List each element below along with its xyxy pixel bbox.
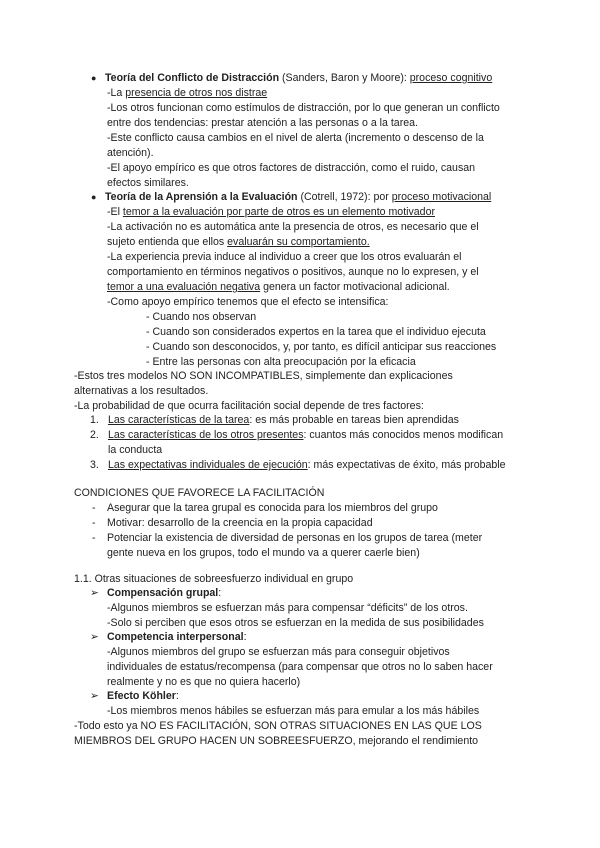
text-line: -Todo esto ya NO ES FACILITACIÓN, SON OTRAS SITUACIONES EN LAS QUE LOS bbox=[74, 720, 482, 732]
theory-title: Teoría de la Aprensión a la Evaluación bbox=[105, 191, 298, 203]
arrow-item: ➢ Competencia interpersonal: bbox=[90, 631, 247, 643]
sub-list-item: - Cuando nos observan bbox=[146, 311, 257, 323]
arrow-bullet-icon: ➢ bbox=[90, 587, 99, 599]
text-line: comportamiento en términos negativos o positivos, aunque no lo expresen, y el bbox=[107, 266, 479, 278]
arrow-item: ➢ Efecto Köhler: bbox=[90, 690, 179, 702]
arrow-bullet-icon: ➢ bbox=[90, 631, 99, 643]
text-line: temor a una evaluación negativa genera un factor motivacional adicional. bbox=[107, 281, 450, 293]
text-line: realmente y no es que no quiera hacerlo) bbox=[107, 676, 301, 688]
list-item-cont: gente nueva en los grupos, todo el mundo va a querer caerle bien) bbox=[107, 547, 420, 559]
sub-list-item: - Cuando son desconocidos, y, por tanto, es difícil anticipar sus reacciones bbox=[146, 341, 497, 353]
text-line: -La activación no es automática ante la presencia de otros, es necesario que el bbox=[107, 221, 479, 233]
section-heading: 1.1. Otras situaciones de sobreesfuerzo individual en grupo bbox=[74, 573, 354, 585]
text-line: -Solo si perciben que esos otros se esfuerzan en la medida de sus posibilidades bbox=[107, 617, 484, 629]
text-line: -Este conflicto causa cambios en el nivel de alerta (incremento o descenso de la bbox=[107, 132, 484, 144]
text-line: -Algunos miembros del grupo se esfuerzan más para conseguir objetivos bbox=[107, 646, 450, 658]
sub-list-item: - Cuando son considerados expertos en la tarea que el individuo ejecuta bbox=[146, 326, 486, 338]
text-line: -La probabilidad de que ocurra facilitación social depende de tres factores: bbox=[74, 400, 424, 412]
bullet-icon: ● bbox=[91, 73, 97, 83]
text-line: -Los miembros menos hábiles se esfuerzan más para emular a los más hábiles bbox=[107, 705, 480, 717]
theory-evaluation-heading: ● Teoría de la Aprensión a la Evaluación (Cotrell, 1972): por proceso motivacional bbox=[91, 191, 492, 203]
text-line: -La presencia de otros nos distrae bbox=[107, 87, 268, 99]
text-line: individuales de estatus/recompensa (para compensar que otros no lo saben hacer bbox=[107, 661, 493, 673]
text-line: -El temor a la evaluación por parte de otros es un elemento motivador bbox=[107, 206, 435, 218]
conditions-heading: CONDICIONES QUE FAVORECE LA FACILITACIÓN bbox=[74, 487, 325, 499]
list-item: - Motivar: desarrollo de la creencia en la propia capacidad bbox=[92, 517, 373, 529]
text-line: sujeto entienda que ellos evaluarán su comportamiento. bbox=[107, 236, 370, 248]
text-line: alternativas a los resultados. bbox=[74, 385, 209, 397]
arrow-bullet-icon: ➢ bbox=[90, 690, 99, 702]
factor-item: 2. Las características de los otros presentes: cuantos más conocidos menos modifican bbox=[90, 429, 504, 441]
bullet-icon: ● bbox=[91, 192, 97, 202]
text-line: -Algunos miembros se esfuerzan más para compensar “déficits” de los otros. bbox=[107, 602, 468, 614]
text-line: efectos similares. bbox=[107, 177, 189, 189]
factor-item-cont: la conducta bbox=[108, 444, 163, 456]
text-line: MIEMBROS DEL GRUPO HACEN UN SOBREESFUERZO, mejorando el rendimiento bbox=[74, 735, 479, 747]
factor-item: 1. Las características de la tarea: es más probable en tareas bien aprendidas bbox=[90, 414, 459, 426]
text-line: -Como apoyo empírico tenemos que el efecto se intensifica: bbox=[107, 296, 389, 308]
list-item: - Asegurar que la tarea grupal es conocida para los miembros del grupo bbox=[92, 502, 438, 514]
text-line: atención). bbox=[107, 147, 154, 159]
list-item: - Potenciar la existencia de diversidad de personas en los grupos de tarea (meter bbox=[92, 532, 483, 544]
text-line: entre dos tendencias: prestar atención a las personas o a la tarea. bbox=[107, 117, 418, 129]
theory-distraction-heading: ● Teoría del Conflicto de Distracción (Sanders, Baron y Moore): proceso cognitivo bbox=[91, 72, 493, 84]
factor-item: 3. Las expectativas individuales de ejecución: más expectativas de éxito, más probable bbox=[90, 459, 506, 471]
text-line: -Los otros funcionan como estímulos de distracción, por lo que generan un conflicto bbox=[107, 102, 500, 114]
sub-list-item: - Entre las personas con alta preocupación por la eficacia bbox=[146, 356, 416, 368]
text-line: -La experiencia previa induce al individuo a creer que los otros evaluarán el bbox=[107, 251, 462, 263]
text-line: -Estos tres modelos NO SON INCOMPATIBLES, simplemente dan explicaciones bbox=[74, 370, 453, 382]
theory-title: Teoría del Conflicto de Distracción bbox=[105, 72, 280, 84]
text-line: -El apoyo empírico es que otros factores de distracción, como el ruido, causan bbox=[107, 162, 476, 174]
arrow-item: ➢ Compensación grupal: bbox=[90, 587, 222, 599]
